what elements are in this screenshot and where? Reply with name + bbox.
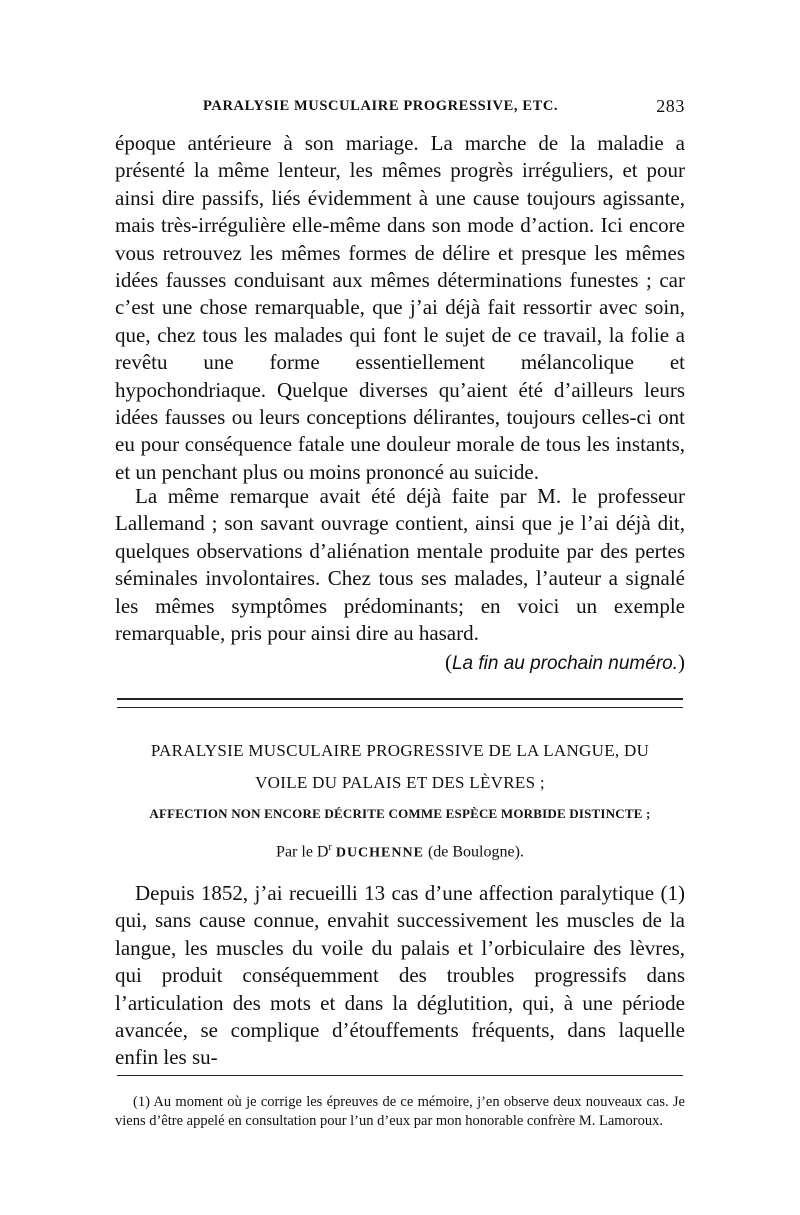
- continuation-note: (La fin au prochain numéro.): [444, 650, 685, 674]
- paragraph-text: époque antérieure à son mariage. La marche de la maladie a présenté la même lenteur, les mêmes progrès irréguliers, et pour ainsi dire passifs, liés évidemment à une cause toujours agissante, mais très-irrégulière elle-même dans son mode d’action. Ici encore vous retrouvez les mêmes formes de délire et presque les mêmes idées fausses conduisant aux mêmes déterminations funestes ; car c’est une chose remarquable, que j’ai déjà fait ressortir avec soin, que, chez tous les malades qui font le sujet de ce travail, la folie a revêtu une forme essentiellement mélancolique et hypochondriaque. Quelque diverses qu’aient été d’ailleurs leurs idées fausses ou leurs conceptions délirantes, toujours celles-ci ont eu pour conséquence fatale une douleur morale de tous les instants, et un penchant plus ou moins prononcé au suicide.: [115, 131, 685, 484]
- article-title: [115, 735, 685, 799]
- article-title-line-2: VOILE DU PALAIS ET DES LÈVRES ;: [255, 773, 545, 792]
- byline: Par le $D^r$ DUCHENNE (de Boulogne).: [276, 842, 524, 861]
- article-subtitle: AFFECTION NON ENCORE DÉCRITE COMME ESPÈCE MORBIDE DISTINCTE ;: [149, 806, 651, 821]
- page-number: 283: [656, 96, 685, 116]
- footnote: (1) Au moment où je corrige les épreuves de ce mémoire, j’en observe deux nouveaux cas. Je viens d’être appelé en consultation pour l’un d’eux par mon honorable confrère M. Lamoroux.: [115, 1094, 685, 1129]
- paragraph-text: La même remarque avait été déjà faite par M. le professeur Lallemand ; son savant ouvrage contient, ainsi que je l’ai déjà dit, quelques observations d’aliénation mentale produite par des pertes séminales involontaires. Chez tous ses malades, l’auteur a signalé les mêmes symptômes prédominants; en voici un exemple remarquable, pris pour ainsi dire au hasard.: [115, 484, 685, 646]
- section-divider: [117, 698, 683, 708]
- footnote-divider: [117, 1075, 683, 1076]
- continuation-text: La fin au prochain numéro.: [451, 653, 678, 674]
- paragraph-continued: [115, 130, 685, 486]
- author-name: DUCHENNE: [335, 845, 424, 861]
- running-head-title: PARALYSIE MUSCULAIRE PROGRESSIVE, ETC.: [203, 98, 559, 114]
- paragraph-text: Depuis 1852, j’ai recueilli 13 cas d’une affection paralytique (1) qui, sans cause connue, envahit successivement les muscles de la langue, les muscles du voile du palais et l’orbiculaire des lèvres, qui produit conséquemment des troubles progressifs dans l’articulation des mots et dans la déglutition, qui, à une période avancée, se complique d’étouffements fréquents, dans laquelle enfin les su-: [115, 881, 685, 1070]
- paragraph-lallemand: [115, 483, 685, 647]
- paragraph-article-opening: [115, 880, 685, 1072]
- running-head: [115, 96, 685, 120]
- article-title-line-1: PARALYSIE MUSCULAIRE PROGRESSIVE DE LA LANGUE, DU: [150, 741, 650, 760]
